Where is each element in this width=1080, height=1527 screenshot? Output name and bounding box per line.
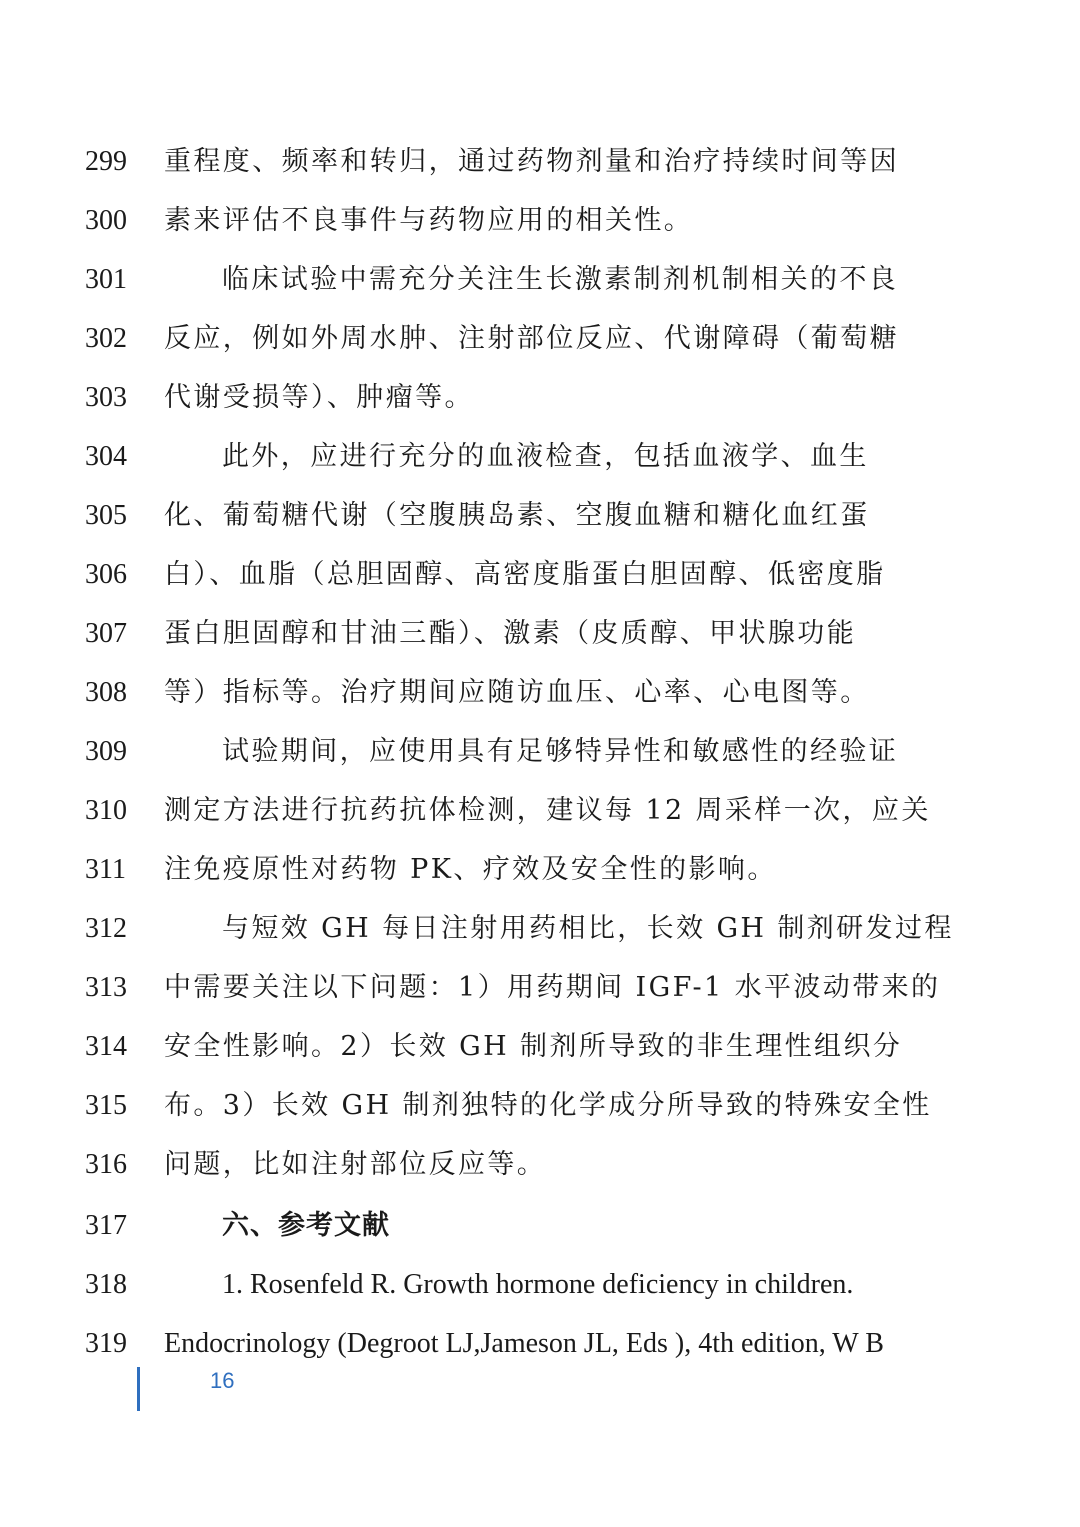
line-number: 308 (85, 677, 127, 708)
line-number: 305 (85, 500, 127, 531)
line-number: 307 (85, 618, 127, 649)
line-text: 注免疫原性对药物 PK、疗效及安全性的影响。 (164, 854, 777, 885)
line-number: 313 (85, 972, 127, 1003)
line-text: 试验期间，应使用具有足够特异性和敏感性的经验证 (222, 736, 899, 767)
text-line (0, 614, 1080, 673)
text-line (0, 201, 1080, 260)
reference-text: Endocrinology (Degroot LJ,Jameson JL, Eds ), 4th edition, W B (164, 1328, 884, 1359)
line-text: 素来评估不良事件与药物应用的相关性。 (164, 205, 694, 236)
line-text: 反应，例如外周水肿、注射部位反应、代谢障碍（葡萄糖 (164, 323, 899, 354)
section-heading: 六、参考文献 (222, 1210, 390, 1241)
text-line (0, 378, 1080, 437)
text-line (0, 319, 1080, 378)
line-text: 重程度、频率和转归，通过药物剂量和治疗持续时间等因 (164, 146, 899, 177)
line-text: 此外，应进行充分的血液检查，包括血液学、血生 (222, 441, 869, 472)
text-line (0, 1086, 1080, 1145)
line-text: 测定方法进行抗药抗体检测，建议每 12 周采样一次，应关 (164, 795, 931, 826)
line-text: 蛋白胆固醇和甘油三酯）、激素（皮质醇、甲状腺功能 (164, 618, 857, 649)
line-text: 布。3）长效 GH 制剂独特的化学成分所导致的特殊安全性 (164, 1090, 932, 1121)
text-line (0, 968, 1080, 1027)
line-number: 300 (85, 205, 127, 236)
reference-text: 1. Rosenfeld R. Growth hormone deficiency in children. (222, 1269, 854, 1300)
line-text: 与短效 GH 每日注射用药相比，长效 GH 制剂研发过程 (222, 913, 954, 944)
text-line (0, 142, 1080, 201)
text-line (0, 673, 1080, 732)
footer-accent-bar (137, 1367, 140, 1411)
line-number: 314 (85, 1031, 127, 1062)
line-text: 等）指标等。治疗期间应随访血压、心率、心电图等。 (164, 677, 870, 708)
line-number: 301 (85, 264, 127, 295)
text-line (0, 1145, 1080, 1204)
line-text: 代谢受损等）、肿瘤等。 (164, 382, 474, 413)
page-number: 16 (210, 1368, 235, 1393)
line-number: 299 (85, 146, 127, 177)
text-line (0, 496, 1080, 555)
line-text: 白）、血脂（总胆固醇、高密度脂蛋白胆固醇、低密度脂 (164, 559, 886, 590)
line-number: 312 (85, 913, 127, 944)
line-number: 302 (85, 323, 127, 354)
line-number: 317 (85, 1210, 127, 1241)
line-text: 问题，比如注射部位反应等。 (164, 1149, 547, 1180)
text-line (0, 555, 1080, 614)
text-line (0, 791, 1080, 850)
line-number: 311 (85, 854, 126, 885)
line-text: 化、葡萄糖代谢（空腹胰岛素、空腹血糖和糖化血红蛋 (164, 500, 870, 531)
text-line (0, 850, 1080, 909)
text-line (0, 437, 1080, 496)
line-text: 安全性影响。2）长效 GH 制剂所导致的非生理性组织分 (164, 1031, 903, 1062)
reference-line (0, 1324, 1080, 1383)
line-number: 306 (85, 559, 127, 590)
text-line (0, 260, 1080, 319)
line-number: 309 (85, 736, 127, 767)
line-number: 315 (85, 1090, 127, 1121)
line-number: 318 (85, 1269, 127, 1300)
line-number: 303 (85, 382, 127, 413)
text-line (0, 909, 1080, 968)
line-number: 310 (85, 795, 127, 826)
line-text: 临床试验中需充分关注生长激素制剂机制相关的不良 (222, 264, 899, 295)
line-text: 中需要关注以下问题：1）用药期间 IGF-1 水平波动带来的 (164, 972, 941, 1003)
line-number: 304 (85, 441, 127, 472)
line-number: 316 (85, 1149, 127, 1180)
section-heading-line (0, 1206, 1080, 1265)
text-line (0, 732, 1080, 791)
reference-line (0, 1265, 1080, 1324)
line-number: 319 (85, 1328, 127, 1359)
text-line (0, 1027, 1080, 1086)
